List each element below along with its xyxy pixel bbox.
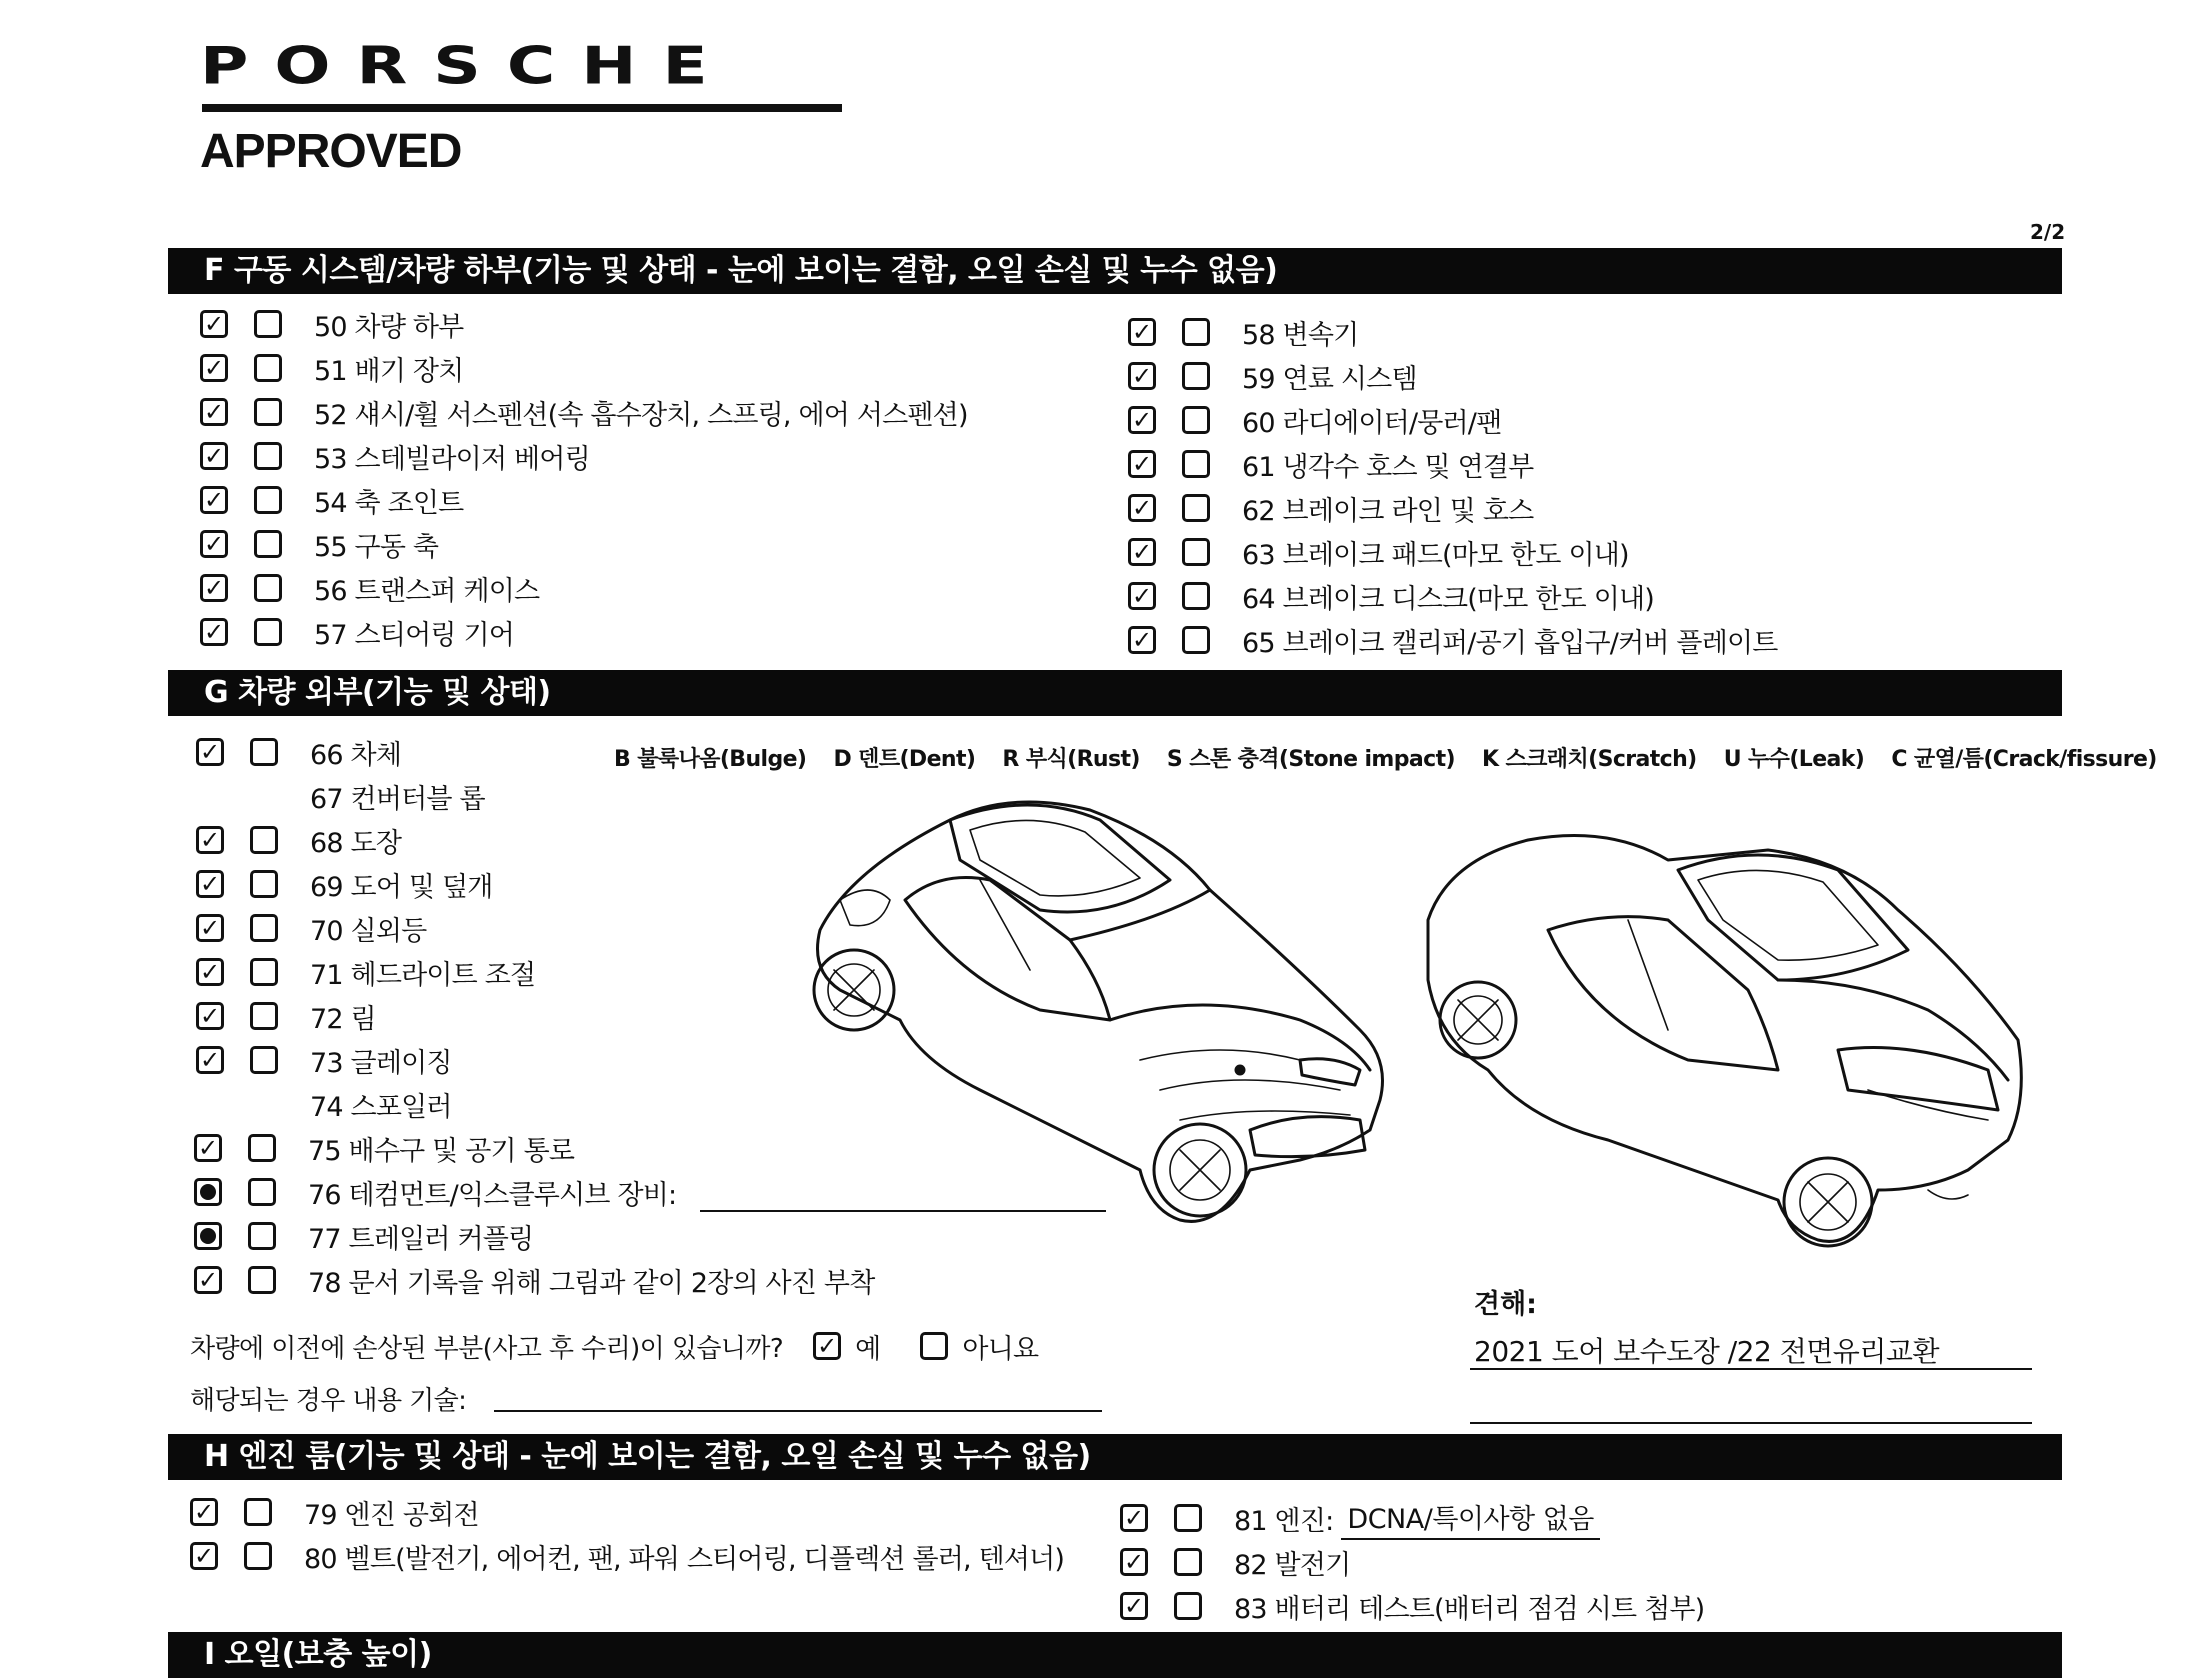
car-front-view-drawing [780, 760, 1420, 1240]
not-ok-checkbox[interactable] [244, 1498, 272, 1526]
ok-checkbox[interactable]: ✓ [1128, 318, 1156, 346]
damage-history-row [190, 1328, 1038, 1364]
not-ok-checkbox[interactable] [1182, 538, 1210, 566]
item-label: 78 문서 기록을 위해 그림과 같이 2장의 사진 부착 [308, 1267, 875, 1299]
item-label: 55 구동 축 [314, 531, 439, 563]
checklist-item-63 [1128, 534, 1629, 570]
checklist-item-65 [1128, 622, 1778, 658]
option-checkbox-filled[interactable] [194, 1222, 222, 1250]
not-ok-checkbox[interactable] [250, 914, 278, 942]
checklist-item-66 [196, 734, 401, 770]
ok-checkbox[interactable]: ✓ [1120, 1548, 1148, 1576]
section-i-header: I 오일(보충 높이) [168, 1632, 2062, 1678]
ok-checkbox[interactable]: ✓ [200, 618, 228, 646]
item-label: 76 테컴먼트/익스클루시브 장비: [308, 1179, 677, 1211]
item-label: 59 연료 시스템 [1242, 363, 1417, 395]
checklist-item-50 [200, 306, 463, 342]
checklist-item-56 [200, 570, 539, 606]
item-label: 79 엔진 공회전 [304, 1499, 479, 1531]
option-checkbox[interactable] [248, 1178, 276, 1206]
option-checkbox-filled[interactable] [194, 1178, 222, 1206]
not-ok-checkbox[interactable] [254, 530, 282, 558]
checklist-item-58 [1128, 314, 1358, 350]
legend-bulge: B 불룩나옴(Bulge) [614, 747, 807, 772]
ok-checkbox[interactable]: ✓ [1128, 494, 1156, 522]
ok-checkbox[interactable]: ✓ [1120, 1504, 1148, 1532]
ok-checkbox[interactable]: ✓ [190, 1542, 218, 1570]
checklist-item-57 [200, 614, 514, 650]
item-label: 51 배기 장치 [314, 355, 464, 387]
item-label: 71 헤드라이트 조절 [310, 959, 536, 991]
ok-checkbox[interactable]: ✓ [1128, 362, 1156, 390]
not-ok-checkbox[interactable] [1182, 362, 1210, 390]
checklist-item-52 [200, 394, 968, 430]
ok-checkbox[interactable]: ✓ [200, 574, 228, 602]
yes-label: 예 [855, 1333, 881, 1365]
ok-checkbox[interactable]: ✓ [1120, 1592, 1148, 1620]
item-label: 50 차량 하부 [314, 311, 464, 343]
not-ok-checkbox[interactable] [250, 958, 278, 986]
details-underline [494, 1410, 1102, 1412]
checklist-item-64 [1128, 578, 1654, 614]
checklist-item-54 [200, 482, 463, 518]
option-checkbox[interactable] [248, 1222, 276, 1250]
checklist-item-80 [190, 1538, 1064, 1574]
ok-checkbox[interactable]: ✓ [200, 354, 228, 382]
not-ok-checkbox[interactable] [1182, 318, 1210, 346]
not-ok-checkbox[interactable] [1182, 406, 1210, 434]
logo-underline [202, 104, 842, 112]
item-label: 81 엔진: [1234, 1505, 1334, 1537]
item-label: 72 림 [310, 1003, 376, 1035]
ok-checkbox[interactable]: ✓ [196, 870, 224, 898]
item-label: 53 스테빌라이저 베어링 [314, 443, 590, 475]
checklist-item-69 [196, 866, 493, 902]
remarks-underline-2 [1470, 1422, 2032, 1424]
item-label: 60 라디에이터/뭉러/팬 [1242, 407, 1502, 439]
checklist-item-81 [1120, 1500, 1600, 1536]
legend-stone-impact: S 스톤 충격(Stone impact) [1166, 747, 1455, 772]
item-label: 52 섀시/휠 서스펜션(속 흡수장치, 스프링, 에어 서스펜션) [314, 399, 968, 431]
section-g-header: G 차량 외부(기능 및 상태) [168, 670, 2062, 716]
remarks-underline-1 [1470, 1368, 2032, 1370]
ok-checkbox[interactable]: ✓ [196, 958, 224, 986]
not-ok-checkbox[interactable] [250, 1046, 278, 1074]
not-ok-checkbox[interactable] [254, 310, 282, 338]
remarks-text: 2021 도어 보수도장 /22 전면유리교환 [1474, 1335, 1939, 1368]
checklist-item-61 [1128, 446, 1533, 482]
not-ok-checkbox[interactable] [248, 1134, 276, 1162]
checklist-item-75 [194, 1130, 574, 1166]
ok-checkbox[interactable]: ✓ [196, 914, 224, 942]
checklist-item-82 [1120, 1544, 1350, 1580]
checklist-item-51 [200, 350, 463, 386]
not-ok-checkbox[interactable] [1174, 1592, 1202, 1620]
checklist-item-70 [196, 910, 426, 946]
checklist-item-73 [196, 1042, 452, 1078]
item-label: 82 발전기 [1234, 1549, 1351, 1581]
checklist-item-78 [194, 1262, 874, 1298]
checklist-item-53 [200, 438, 590, 474]
legend-rust: R 부식(Rust) [1002, 747, 1140, 772]
not-ok-checkbox[interactable] [250, 870, 278, 898]
checklist-item-71 [196, 954, 535, 990]
item-label: 83 배터리 테스트(배터리 점검 시트 첨부) [1234, 1593, 1705, 1625]
item-label: 74 스포일러 [310, 1091, 452, 1123]
filled-dot-icon [200, 1228, 216, 1244]
ok-checkbox[interactable]: ✓ [194, 1134, 222, 1162]
yes-checkbox[interactable]: ✓ [813, 1332, 841, 1360]
item-label: 75 배수구 및 공기 통로 [308, 1135, 575, 1167]
ok-checkbox[interactable]: ✓ [1128, 450, 1156, 478]
item-label: 58 변속기 [1242, 319, 1359, 351]
ok-checkbox[interactable]: ✓ [1128, 406, 1156, 434]
section-f-header: F 구동 시스템/차량 하부(기능 및 상태 - 눈에 보이는 결함, 오일 손실 및 누수 없음) [168, 248, 2062, 294]
legend-leak: U 누수(Leak) [1723, 747, 1865, 772]
not-ok-checkbox[interactable] [1182, 450, 1210, 478]
not-ok-checkbox[interactable] [244, 1542, 272, 1570]
porsche-logo: PORSCHE [200, 36, 734, 97]
no-label: 아니요 [962, 1333, 1039, 1365]
item-label: 65 브레이크 캘리퍼/공기 흡입구/커버 플레이트 [1242, 627, 1778, 659]
checklist-item-55 [200, 526, 438, 562]
damage-question: 차량에 이전에 손상된 부분(사고 후 수리)이 있습니까? [190, 1333, 784, 1364]
ok-checkbox[interactable]: ✓ [196, 826, 224, 854]
ok-checkbox[interactable]: ✓ [194, 1266, 222, 1294]
not-ok-checkbox[interactable] [1174, 1504, 1202, 1532]
ok-checkbox[interactable]: ✓ [200, 398, 228, 426]
details-label: 해당되는 경우 내용 기술: [190, 1386, 467, 1416]
checklist-item-72 [196, 998, 376, 1034]
not-ok-checkbox[interactable] [250, 1002, 278, 1030]
not-ok-checkbox[interactable] [248, 1266, 276, 1294]
not-ok-checkbox[interactable] [254, 442, 282, 470]
not-ok-checkbox[interactable] [254, 618, 282, 646]
not-ok-checkbox[interactable] [1182, 582, 1210, 610]
legend-scratch: K 스크래치(Scratch) [1482, 747, 1697, 772]
not-ok-checkbox[interactable] [254, 354, 282, 382]
ok-checkbox[interactable]: ✓ [200, 442, 228, 470]
ok-checkbox[interactable]: ✓ [200, 310, 228, 338]
legend-dent: D 덴트(Dent) [833, 747, 976, 772]
checklist-item-67 [310, 778, 485, 814]
not-ok-checkbox[interactable] [1174, 1548, 1202, 1576]
item-label: 66 차체 [310, 739, 402, 771]
item-label: 62 브레이크 라인 및 호스 [1242, 495, 1534, 527]
not-ok-checkbox[interactable] [254, 398, 282, 426]
engine-note: DCNA/특이사항 없음 [1341, 1497, 1599, 1540]
item-label: 61 냉각수 호스 및 연결부 [1242, 451, 1534, 483]
not-ok-checkbox[interactable] [250, 826, 278, 854]
not-ok-checkbox[interactable] [1182, 626, 1210, 654]
item-label: 70 실외등 [310, 915, 427, 947]
item-label: 64 브레이크 디스크(마모 한도 이내) [1242, 583, 1655, 615]
ok-checkbox[interactable]: ✓ [200, 486, 228, 514]
item-label: 73 글레이징 [310, 1047, 452, 1079]
ok-checkbox[interactable]: ✓ [200, 530, 228, 558]
not-ok-checkbox[interactable] [254, 486, 282, 514]
item-label: 57 스티어링 기어 [314, 619, 515, 651]
checklist-item-62 [1128, 490, 1533, 526]
item-label: 69 도어 및 덮개 [310, 871, 493, 903]
item-label: 67 컨버터블 롭 [310, 783, 485, 815]
item-label: 80 벨트(발전기, 에어컨, 팬, 파워 스티어링, 디플렉션 롤러, 텐셔너) [304, 1543, 1065, 1575]
ok-checkbox[interactable]: ✓ [190, 1498, 218, 1526]
checklist-item-83 [1120, 1588, 1704, 1624]
ok-checkbox[interactable]: ✓ [196, 1046, 224, 1074]
checklist-item-77 [194, 1218, 533, 1254]
item-label: 68 도장 [310, 827, 402, 859]
not-ok-checkbox[interactable] [250, 738, 278, 766]
checklist-item-79 [190, 1494, 479, 1530]
filled-dot-icon [200, 1184, 216, 1200]
legend-crack: C 균열/틈(Crack/fissure) [1891, 747, 2157, 772]
checklist-item-60 [1128, 402, 1501, 438]
item-label: 63 브레이크 패드(마모 한도 이내) [1242, 539, 1629, 571]
ok-checkbox[interactable]: ✓ [1128, 626, 1156, 654]
item-label: 54 축 조인트 [314, 487, 464, 519]
remarks-label: 견해: [1474, 1289, 1537, 1320]
checklist-item-76 [194, 1174, 676, 1210]
approved-label: APPROVED [200, 125, 462, 178]
page-number: 2/2 [2030, 220, 2066, 244]
no-checkbox[interactable] [920, 1332, 948, 1360]
checklist-item-68 [196, 822, 401, 858]
ok-checkbox[interactable]: ✓ [1128, 538, 1156, 566]
ok-checkbox[interactable]: ✓ [1128, 582, 1156, 610]
not-ok-checkbox[interactable] [1182, 494, 1210, 522]
car-rear-view-drawing [1408, 810, 2048, 1260]
section-h-header: H 엔진 룸(기능 및 상태 - 눈에 보이는 결함, 오일 손실 및 누수 없음) [168, 1434, 2062, 1480]
ok-checkbox[interactable]: ✓ [196, 738, 224, 766]
item-label: 56 트랜스퍼 케이스 [314, 575, 540, 607]
not-ok-checkbox[interactable] [254, 574, 282, 602]
item-label: 77 트레일러 커플링 [308, 1223, 534, 1255]
checklist-item-74 [310, 1086, 452, 1122]
ok-checkbox[interactable]: ✓ [196, 1002, 224, 1030]
checklist-item-59 [1128, 358, 1417, 394]
